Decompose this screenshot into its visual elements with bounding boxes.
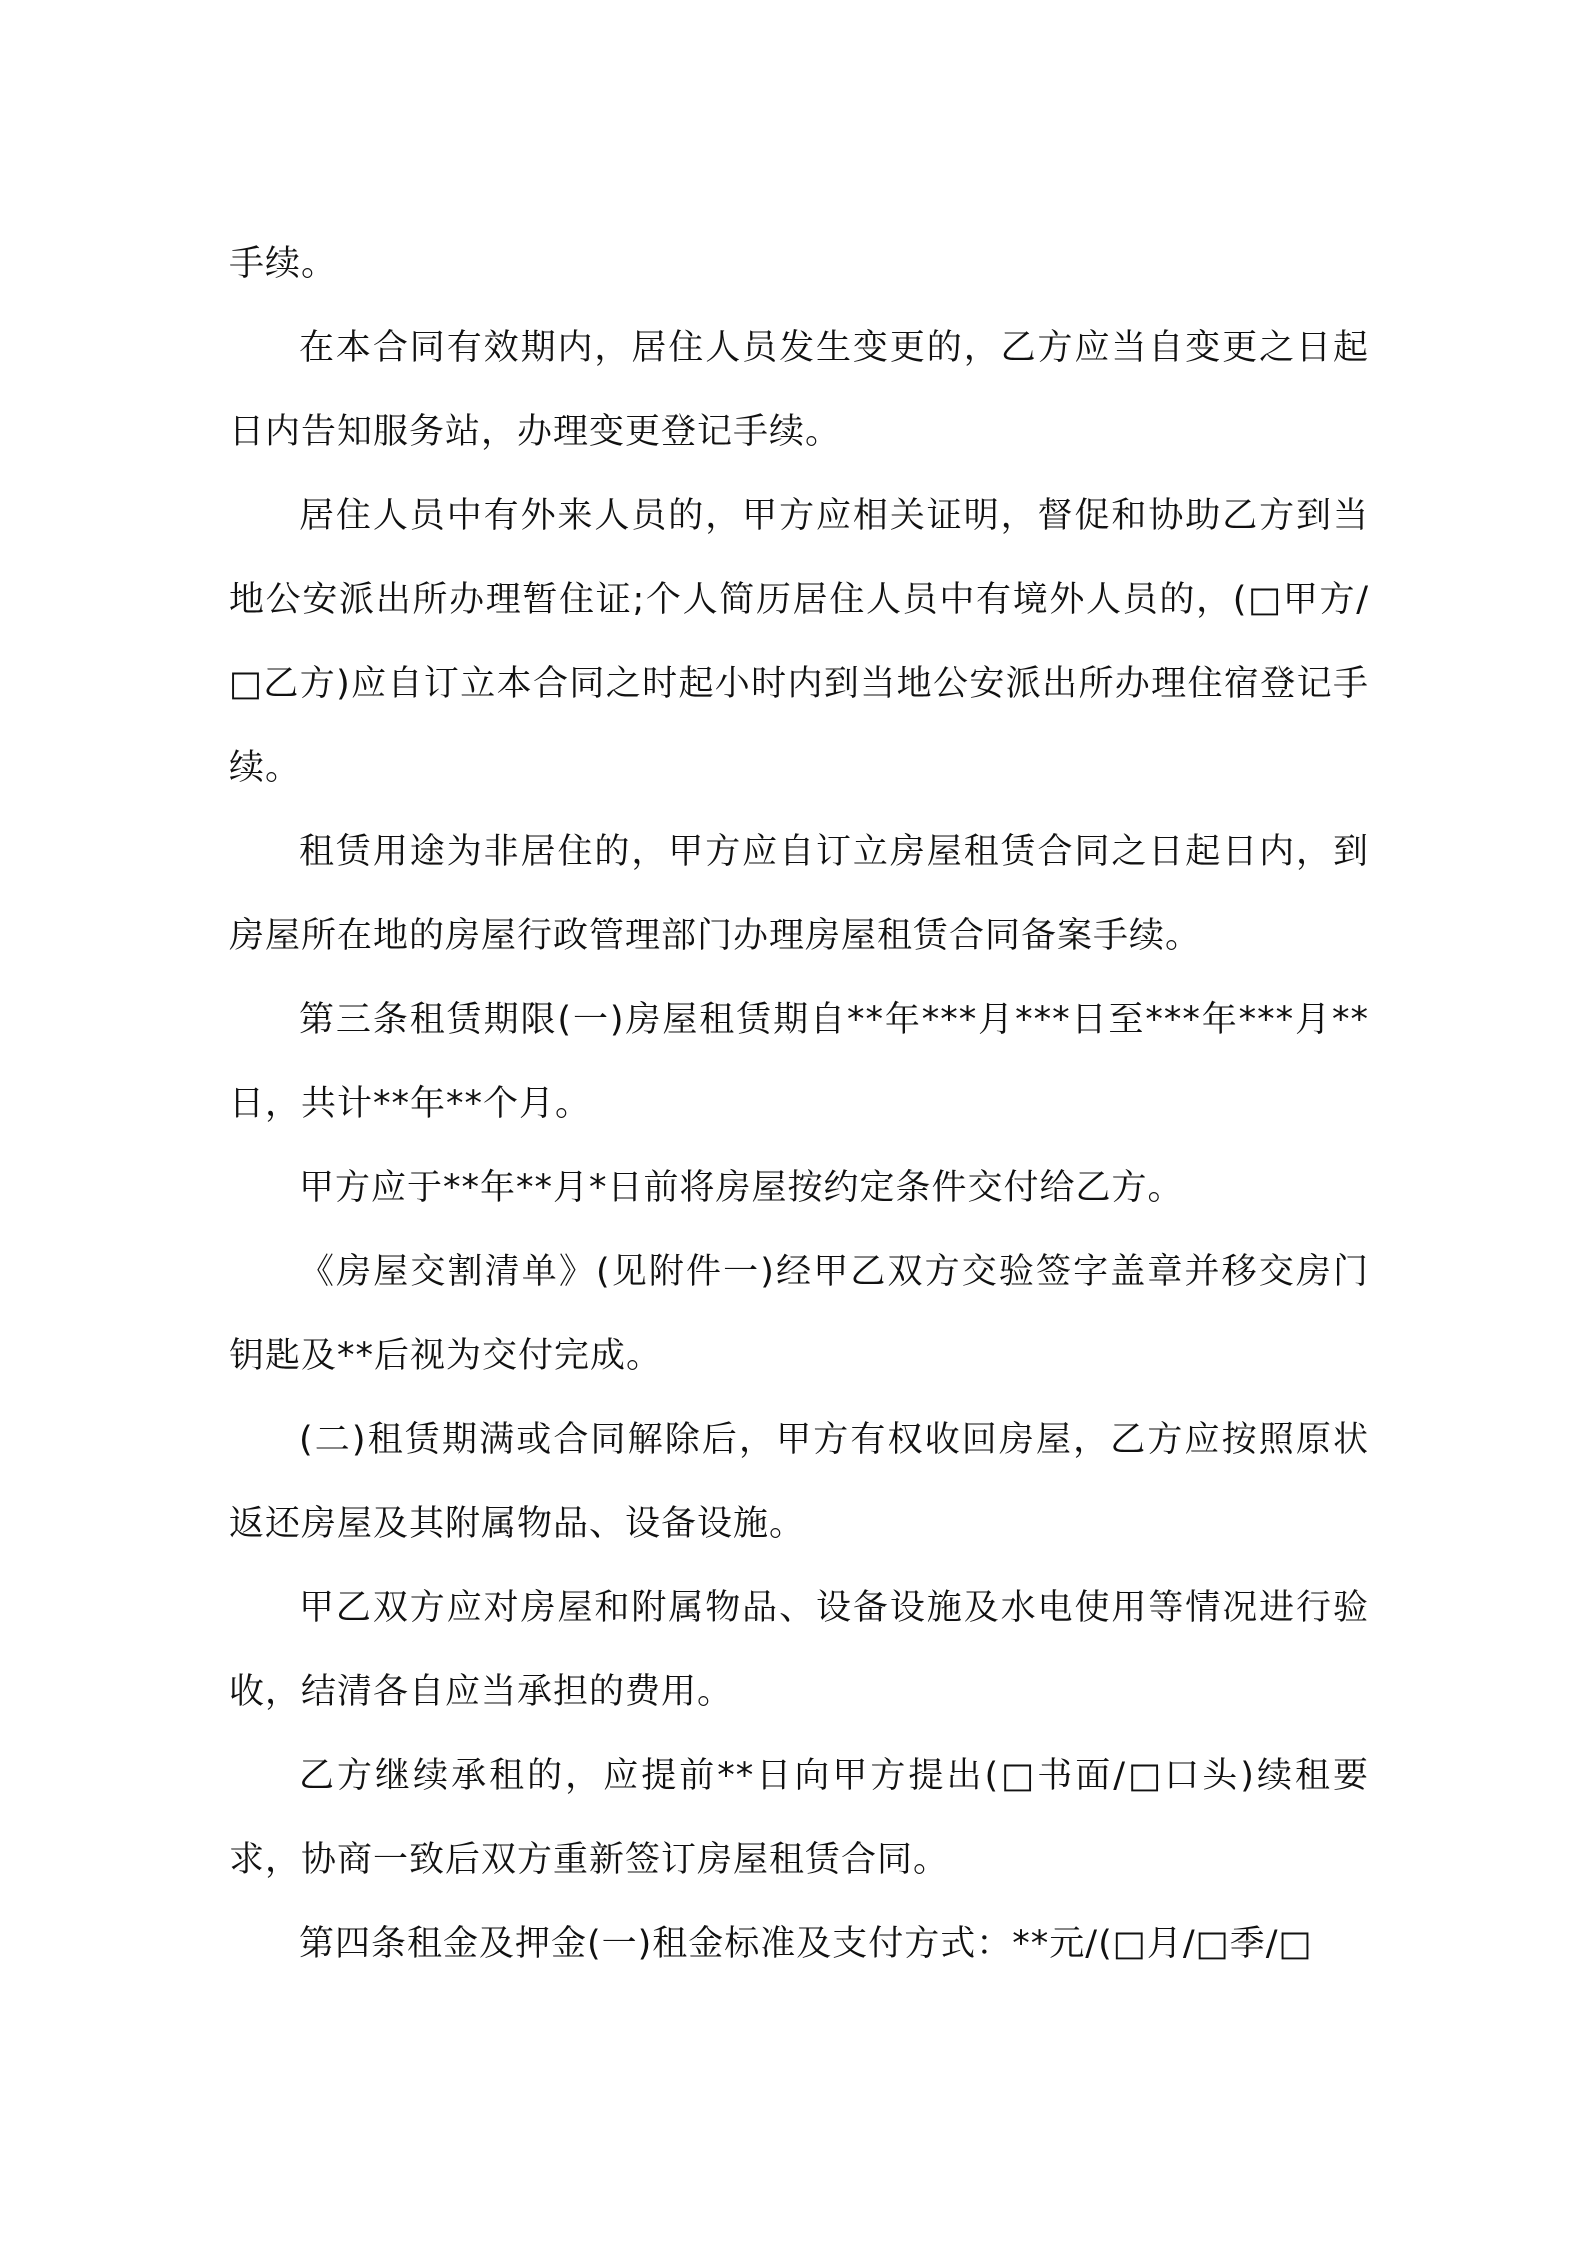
paragraph-renewal: 乙方继续承租的，应提前**日向甲方提出(□书面/□口头)续租要求，协商一致后双方重新签订房屋租赁合同。 [229, 1756, 1369, 1880]
paragraph-article-3-lease-term: 第三条租赁期限(一)房屋租赁期自**年***月***日至***年***月**日，共计**年**个月。 [229, 1000, 1369, 1124]
paragraph-lease-expiry: (二)租赁期满或合同解除后，甲方有权收回房屋，乙方应按照原状返还房屋及其附属物品、设备设施。 [229, 1420, 1369, 1544]
document-body [229, 222, 1369, 1986]
paragraph-handover-list: 《房屋交割清单》(见附件一)经甲乙双方交验签字盖章并移交房门钥匙及**后视为交付完成。 [229, 1252, 1369, 1376]
paragraph-outside-residents: 居住人员中有外来人员的，甲方应相关证明，督促和协助乙方到当地公安派出所办理暂住证;个人简历居住人员中有境外人员的，(□甲方/□乙方)应自订立本合同之时起小时内到当地公安派出所办理住宿登记手续。 [229, 496, 1369, 788]
paragraph-non-residential-use: 租赁用途为非居住的，甲方应自订立房屋租赁合同之日起日内，到房屋所在地的房屋行政管理部门办理房屋租赁合同备案手续。 [229, 832, 1369, 956]
paragraph-article-4-rent: 第四条租金及押金(一)租金标准及支付方式：**元/(□月/□季/□ [299, 1924, 1313, 1964]
paragraph-resident-change: 在本合同有效期内，居住人员发生变更的，乙方应当自变更之日起日内告知服务站，办理变更登记手续。 [229, 328, 1369, 452]
paragraph-inspection: 甲乙双方应对房屋和附属物品、设备设施及水电使用等情况进行验收，结清各自应当承担的费用。 [229, 1588, 1369, 1712]
paragraph-continuation: 手续。 [229, 244, 338, 284]
paragraph-delivery-date: 甲方应于**年**月*日前将房屋按约定条件交付给乙方。 [299, 1168, 1184, 1208]
